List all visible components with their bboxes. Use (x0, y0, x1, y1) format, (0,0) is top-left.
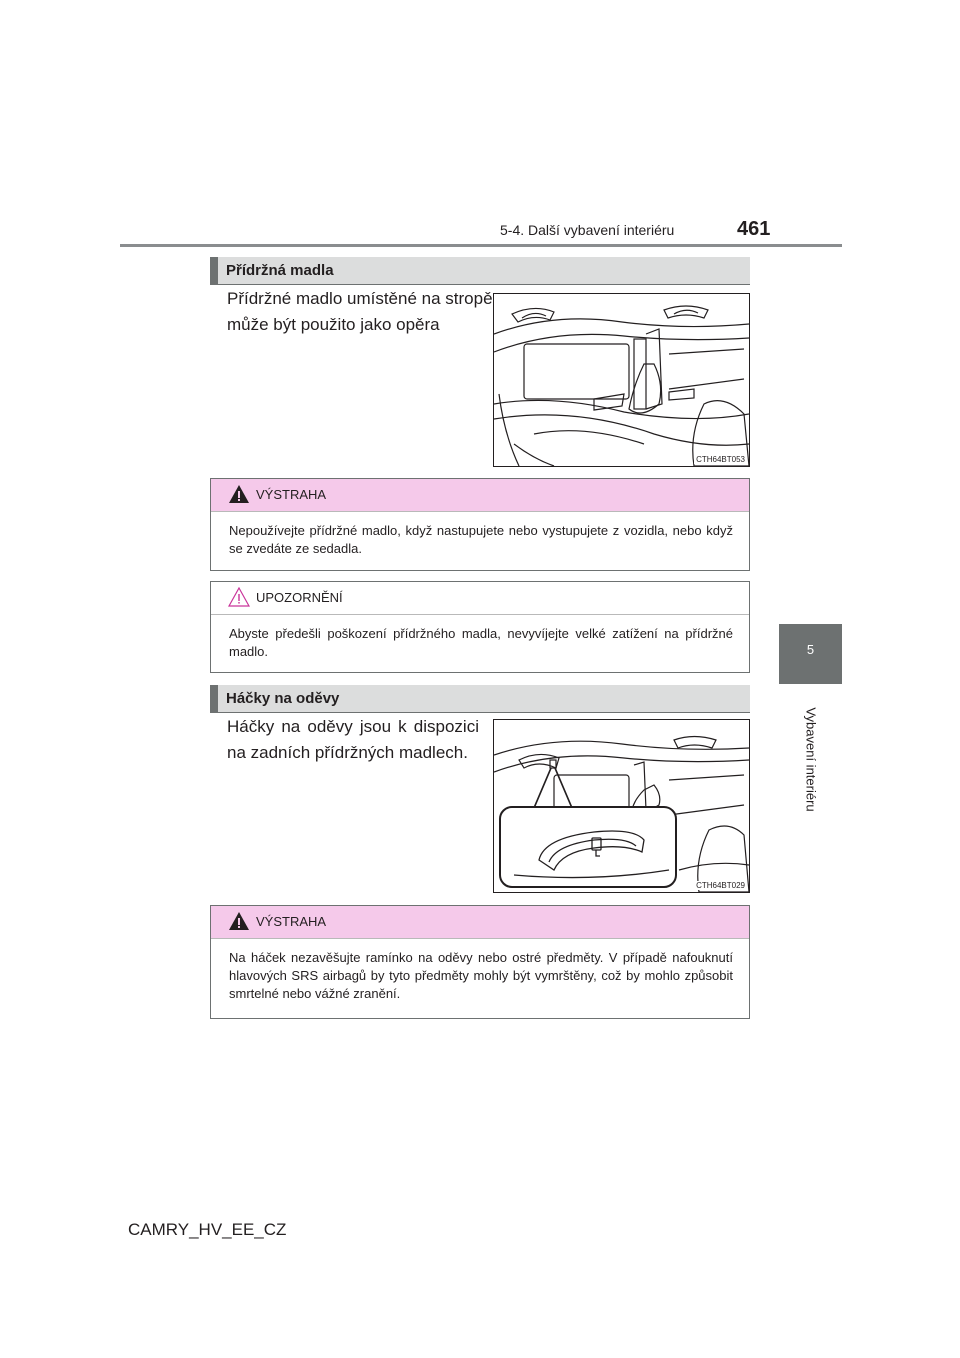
section-body-clothes-hooks (227, 714, 479, 766)
image-code: CTH64BT053 (696, 455, 745, 464)
section-divider (210, 284, 750, 285)
warning-header (211, 906, 749, 939)
grab-handle-illustration (493, 293, 750, 467)
car-interior-hook-illustration (494, 720, 749, 892)
body-line: na zadních přídržných madlech. (227, 743, 468, 762)
model-code: CAMRY_HV_EE_CZ (128, 1220, 287, 1239)
section-heading-clothes-hooks: Háčky na oděvy (210, 685, 750, 713)
image-code: CTH64BT029 (696, 881, 745, 890)
warning-box (210, 478, 750, 571)
warning-title: VÝSTRAHA (256, 914, 327, 929)
warning-icon (228, 911, 250, 931)
header-divider (120, 244, 842, 247)
warning-box (210, 905, 750, 1019)
warning-header (211, 479, 749, 512)
body-line: Přídržné madlo umístěné na stropě (227, 289, 493, 308)
section-body-grab-handles (227, 286, 493, 338)
caution-box (210, 581, 750, 673)
caution-title: UPOZORNĚNÍ (256, 590, 343, 605)
body-line: může být použito jako opěra (227, 315, 440, 334)
section-divider (210, 712, 750, 713)
caution-header (211, 582, 749, 615)
caution-text: Abyste předešli poškození přídržného madla, nevyvíjejte velké zatížení na přídržné madlo. (229, 626, 733, 659)
section-header: 5-4. Další vybavení interiéru (500, 222, 675, 238)
chapter-title: Vybavení interiéru (803, 707, 819, 812)
clothes-hook-illustration (493, 719, 750, 893)
warning-title: VÝSTRAHA (256, 487, 327, 502)
car-interior-illustration (494, 294, 749, 466)
section-heading-grab-handles: Přídržná madla (210, 257, 750, 285)
warning-text: Na háček nezavěšujte ramínko na oděvy nebo ostré předměty. V případě nafouknutí hlavových SRS airbagů by tyto předměty mohly být vymrštěny, což by mohlo způsobit smrtelné nebo vážné zranění. (229, 950, 733, 1001)
warning-icon (228, 484, 250, 504)
warning-text: Nepoužívejte přídržné madlo, když nastupujete nebo vystupujete z vozidla, nebo když se zvedáte ze sedadla. (229, 523, 733, 556)
page-number: 461 (737, 218, 771, 240)
chapter-number: 5 (806, 642, 815, 657)
body-line: Háčky na oděvy jsou k dispozici (227, 717, 479, 736)
caution-icon (228, 587, 250, 607)
